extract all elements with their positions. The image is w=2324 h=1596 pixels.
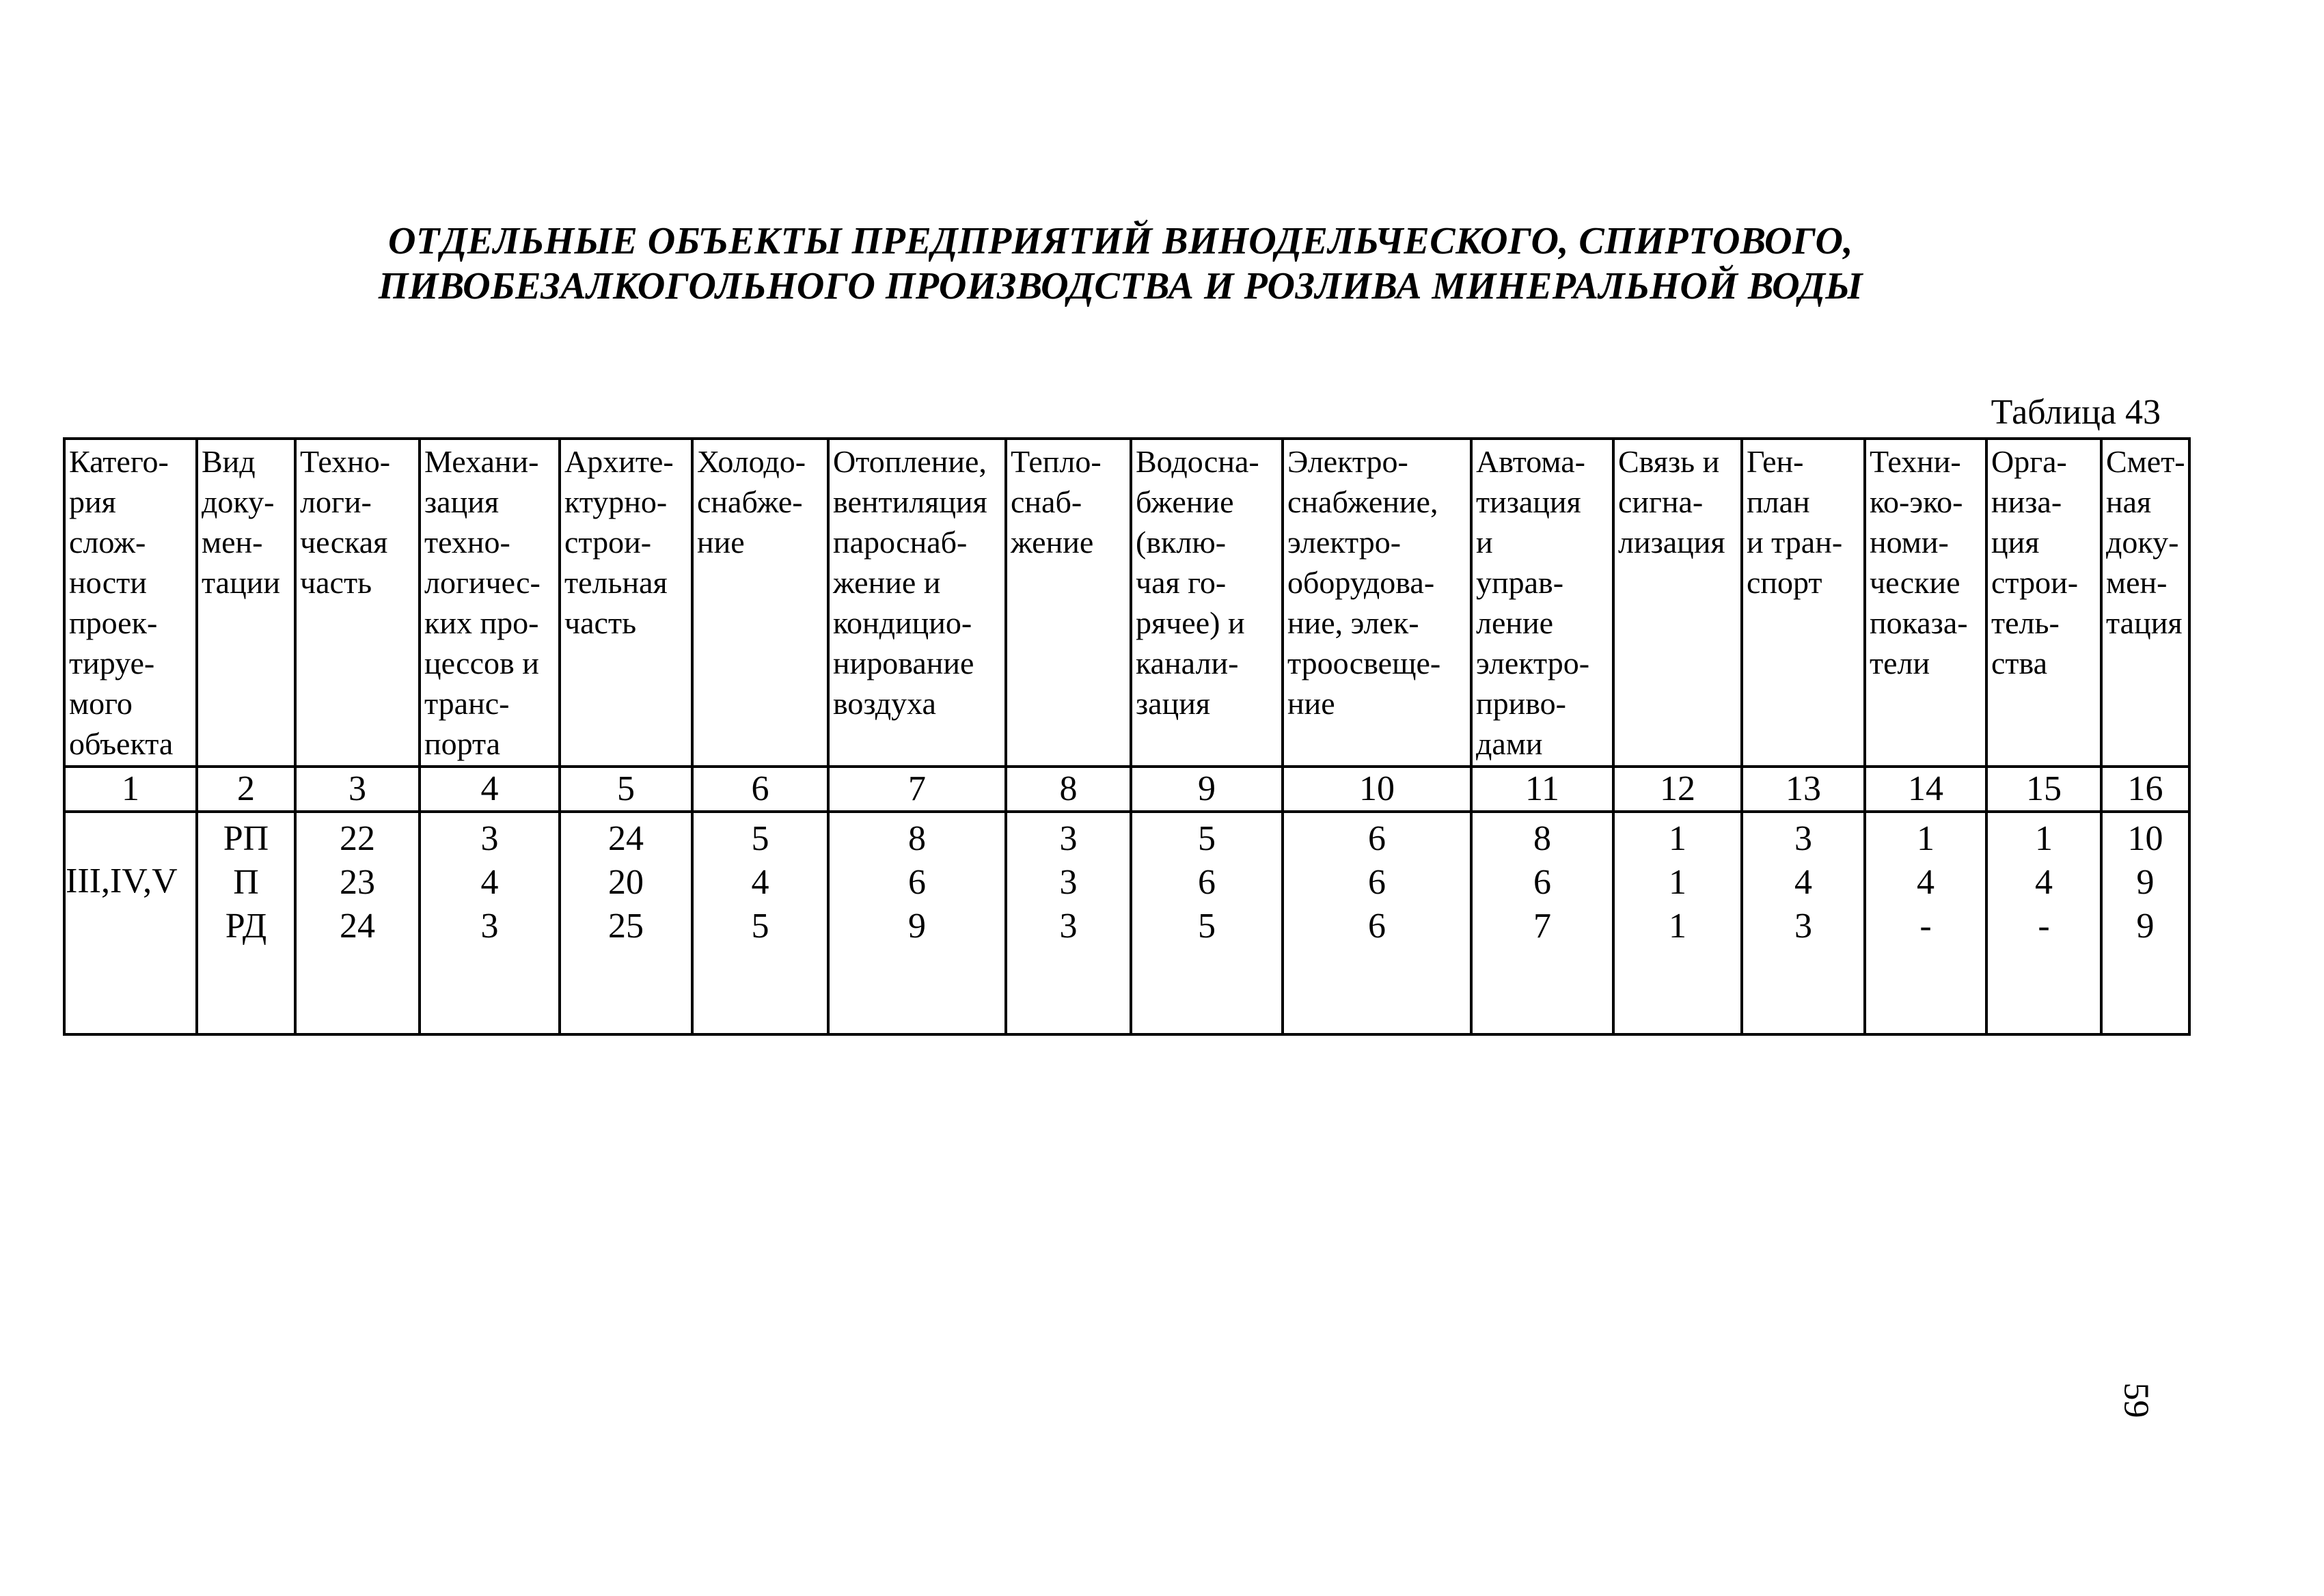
header-line: лизация: [1618, 525, 1725, 560]
header-line: Орга-: [1991, 444, 2067, 479]
header-line: ние: [1287, 686, 1335, 721]
header-line: часть: [564, 605, 637, 640]
value: -: [1919, 907, 1932, 946]
value: 4: [751, 863, 769, 902]
cost-distribution-table: [63, 437, 2191, 1036]
header-line: тизация: [1476, 484, 1581, 519]
value: 1: [1669, 907, 1686, 946]
value: 22: [340, 819, 375, 858]
value: 3: [1794, 907, 1812, 946]
value: 5: [1198, 819, 1216, 858]
header-line: строи-: [564, 525, 652, 560]
header-line: троосвеще-: [1287, 646, 1441, 680]
column-number-13: 13: [1742, 767, 1865, 812]
header-cell-7: [828, 439, 1006, 767]
header-line: ние: [697, 525, 745, 560]
value: 5: [751, 819, 769, 858]
header-line: тели: [1870, 646, 1930, 680]
header-line: транс-: [424, 686, 510, 721]
header-line: ктурно-: [564, 484, 668, 519]
header-line: Ген-: [1747, 444, 1804, 479]
header-line: Архите-: [564, 444, 674, 479]
header-line: чая го-: [1136, 565, 1227, 600]
header-line: рия: [69, 484, 116, 519]
header-line: Электро-: [1287, 444, 1408, 479]
value: 3: [1059, 863, 1078, 902]
column-number-11: 11: [1471, 767, 1613, 812]
header-row: [64, 439, 2189, 767]
header-line: объекта: [69, 726, 174, 761]
header-line: приво-: [1476, 686, 1566, 721]
value: 5: [751, 907, 769, 946]
header-line: спорт: [1747, 565, 1822, 600]
header-cell-15: [1986, 439, 2101, 767]
header-cell-16: [2101, 439, 2189, 767]
value: 6: [908, 863, 926, 902]
header-line: Катего-: [69, 444, 169, 479]
header-line: логи-: [300, 484, 372, 519]
column-number-15: 15: [1986, 767, 2101, 812]
value: 24: [340, 907, 375, 946]
value: П: [233, 863, 259, 902]
header-line: управ-: [1476, 565, 1564, 600]
column-number-2: 2: [197, 767, 295, 812]
column-number-6: 6: [692, 767, 828, 812]
table-label: Таблица 43: [1991, 393, 2161, 432]
header-line: снабжение,: [1287, 484, 1438, 519]
value-cell-col-14: [1865, 812, 1986, 1034]
value: 10: [2127, 819, 2163, 858]
value-cell-col-5: [560, 812, 692, 1034]
header-line: ная: [2106, 484, 2152, 519]
page-number: 59: [2116, 1382, 2156, 1418]
value: 9: [2136, 863, 2155, 902]
header-line: ко-эко-: [1870, 484, 1963, 519]
header-line: ческие: [1870, 565, 1960, 600]
header-cell-5: [560, 439, 692, 767]
column-number-1: 1: [64, 767, 197, 812]
value: 4: [1917, 863, 1935, 902]
header-line: пароснаб-: [833, 525, 968, 560]
value: 1: [1917, 819, 1935, 858]
column-number-4: 4: [420, 767, 560, 812]
header-line: зация: [424, 484, 499, 519]
header-line: показа-: [1870, 605, 1968, 640]
header-line: логичес-: [424, 565, 541, 600]
header-line: дами: [1476, 726, 1543, 761]
column-number-10: 10: [1283, 767, 1471, 812]
header-line: нирование: [833, 646, 974, 680]
header-cell-6: [692, 439, 828, 767]
header-line: (вклю-: [1136, 525, 1227, 560]
value: 9: [908, 907, 926, 946]
value-cell-col-8: [1006, 812, 1131, 1034]
header-line: ческая: [300, 525, 388, 560]
value: 9: [2136, 907, 2155, 946]
header-line: низа-: [1991, 484, 2062, 519]
header-line: цессов и: [424, 646, 539, 680]
header-line: тация: [2106, 605, 2183, 640]
value: РП: [223, 819, 269, 858]
header-line: проек-: [69, 605, 158, 640]
value: 3: [1794, 819, 1812, 858]
value: 3: [1059, 819, 1078, 858]
header-line: мен-: [2106, 565, 2168, 600]
header-line: Вид: [202, 444, 256, 479]
header-line: Водосна-: [1136, 444, 1259, 479]
header-line: снабже-: [697, 484, 803, 519]
header-line: ства: [1991, 646, 2048, 680]
value: 4: [480, 863, 499, 902]
header-line: доку-: [2106, 525, 2179, 560]
header-line: оборудова-: [1287, 565, 1435, 600]
value-cell-col-9: [1131, 812, 1283, 1034]
header-line: Техно-: [300, 444, 391, 479]
value: 24: [608, 819, 644, 858]
column-number-7: 7: [828, 767, 1006, 812]
value: 4: [1794, 863, 1812, 902]
header-cell-9: [1131, 439, 1283, 767]
header-line: тельная: [564, 565, 668, 600]
value: 8: [1533, 819, 1551, 858]
header-line: жение и: [833, 565, 941, 600]
header-line: техно-: [424, 525, 510, 560]
header-line: ция: [1991, 525, 2040, 560]
header-line: снаб-: [1011, 484, 1082, 519]
value: 1: [1669, 863, 1686, 902]
value-cell-col-6: [692, 812, 828, 1034]
document-title: [0, 219, 2241, 309]
value: 6: [1368, 819, 1386, 858]
header-line: Механи-: [424, 444, 539, 479]
header-cell-4: [420, 439, 560, 767]
value-cell-col-4: [420, 812, 560, 1034]
header-cell-13: [1742, 439, 1865, 767]
header-line: мого: [69, 686, 133, 721]
column-number-8: 8: [1006, 767, 1131, 812]
value: РД: [225, 907, 267, 946]
column-number-12: 12: [1613, 767, 1742, 812]
category-cell: III,IV,V: [64, 812, 197, 1034]
data-row: [64, 812, 2189, 1034]
title-line-1: ОТДЕЛЬНЫЕ ОБЪЕКТЫ ПРЕДПРИЯТИЙ ВИНОДЕЛЬЧЕСКОГО, СПИРТОВОГО,: [388, 220, 1853, 262]
header-line: жение: [1011, 525, 1094, 560]
column-number-5: 5: [560, 767, 692, 812]
value: 5: [1198, 907, 1216, 946]
header-line: рячее) и: [1136, 605, 1245, 640]
header-line: Автома-: [1476, 444, 1585, 479]
value: 6: [1533, 863, 1551, 902]
header-line: Техни-: [1870, 444, 1961, 479]
value: 3: [1059, 907, 1078, 946]
header-line: и: [1476, 525, 1493, 560]
doc-type-cell: [197, 812, 295, 1034]
header-line: Холодо-: [697, 444, 806, 479]
header-line: воздуха: [833, 686, 936, 721]
header-line: ких про-: [424, 605, 539, 640]
header-line: ление: [1476, 605, 1554, 640]
value: 3: [480, 819, 499, 858]
column-number-16: 16: [2101, 767, 2189, 812]
header-line: сигна-: [1618, 484, 1704, 519]
header-cell-11: [1471, 439, 1613, 767]
header-cell-12: [1613, 439, 1742, 767]
column-number-row: [64, 767, 2189, 812]
header-line: строи-: [1991, 565, 2079, 600]
value: 20: [608, 863, 644, 902]
header-line: кондицио-: [833, 605, 972, 640]
header-line: и тран-: [1747, 525, 1843, 560]
column-number-9: 9: [1131, 767, 1283, 812]
header-line: ности: [69, 565, 147, 600]
header-cell-2: [197, 439, 295, 767]
value: 1: [2035, 819, 2053, 858]
header-cell-1: [64, 439, 197, 767]
header-line: Смет-: [2106, 444, 2185, 479]
header-line: тации: [202, 565, 280, 600]
header-cell-3: [295, 439, 420, 767]
header-cell-8: [1006, 439, 1131, 767]
header-line: номи-: [1870, 525, 1949, 560]
header-line: вентиляция: [833, 484, 987, 519]
value-cell-col-15: [1986, 812, 2101, 1034]
value-cell-col-3: [295, 812, 420, 1034]
header-line: часть: [300, 565, 372, 600]
value: 8: [908, 819, 926, 858]
header-line: Связь и: [1618, 444, 1720, 479]
value: 25: [608, 907, 644, 946]
header-line: ние, элек-: [1287, 605, 1419, 640]
header-cell-14: [1865, 439, 1986, 767]
header-line: канали-: [1136, 646, 1239, 680]
header-line: Отопление,: [833, 444, 987, 479]
value: 6: [1368, 907, 1386, 946]
title-line-2: ПИВОБЕЗАЛКОГОЛЬНОГО ПРОИЗВОДСТВА И РОЗЛИВА МИНЕРАЛЬНОЙ ВОДЫ: [378, 265, 1863, 307]
header-line: электро-: [1287, 525, 1402, 560]
value: 23: [340, 863, 375, 902]
value-cell-col-7: [828, 812, 1006, 1034]
value: 1: [1669, 819, 1686, 858]
header-line: тель-: [1991, 605, 2060, 640]
column-number-14: 14: [1865, 767, 1986, 812]
value: 4: [2035, 863, 2053, 902]
header-line: тируе-: [69, 646, 155, 680]
value: -: [2038, 907, 2050, 946]
value: 6: [1198, 863, 1216, 902]
value: 6: [1368, 863, 1386, 902]
value-cell-col-12: [1613, 812, 1742, 1034]
value-cell-col-13: [1742, 812, 1865, 1034]
header-line: электро-: [1476, 646, 1590, 680]
header-line: порта: [424, 726, 501, 761]
header-line: мен-: [202, 525, 263, 560]
header-line: доку-: [202, 484, 275, 519]
header-line: зация: [1136, 686, 1210, 721]
header-line: слож-: [69, 525, 146, 560]
value: 3: [480, 907, 499, 946]
value-cell-col-11: [1471, 812, 1613, 1034]
header-cell-10: [1283, 439, 1471, 767]
header-line: Тепло-: [1011, 444, 1102, 479]
value-cell-col-10: [1283, 812, 1471, 1034]
value-cell-col-16: [2101, 812, 2189, 1034]
header-line: план: [1747, 484, 1810, 519]
value: 7: [1533, 907, 1551, 946]
column-number-3: 3: [295, 767, 420, 812]
header-line: бжение: [1136, 484, 1234, 519]
